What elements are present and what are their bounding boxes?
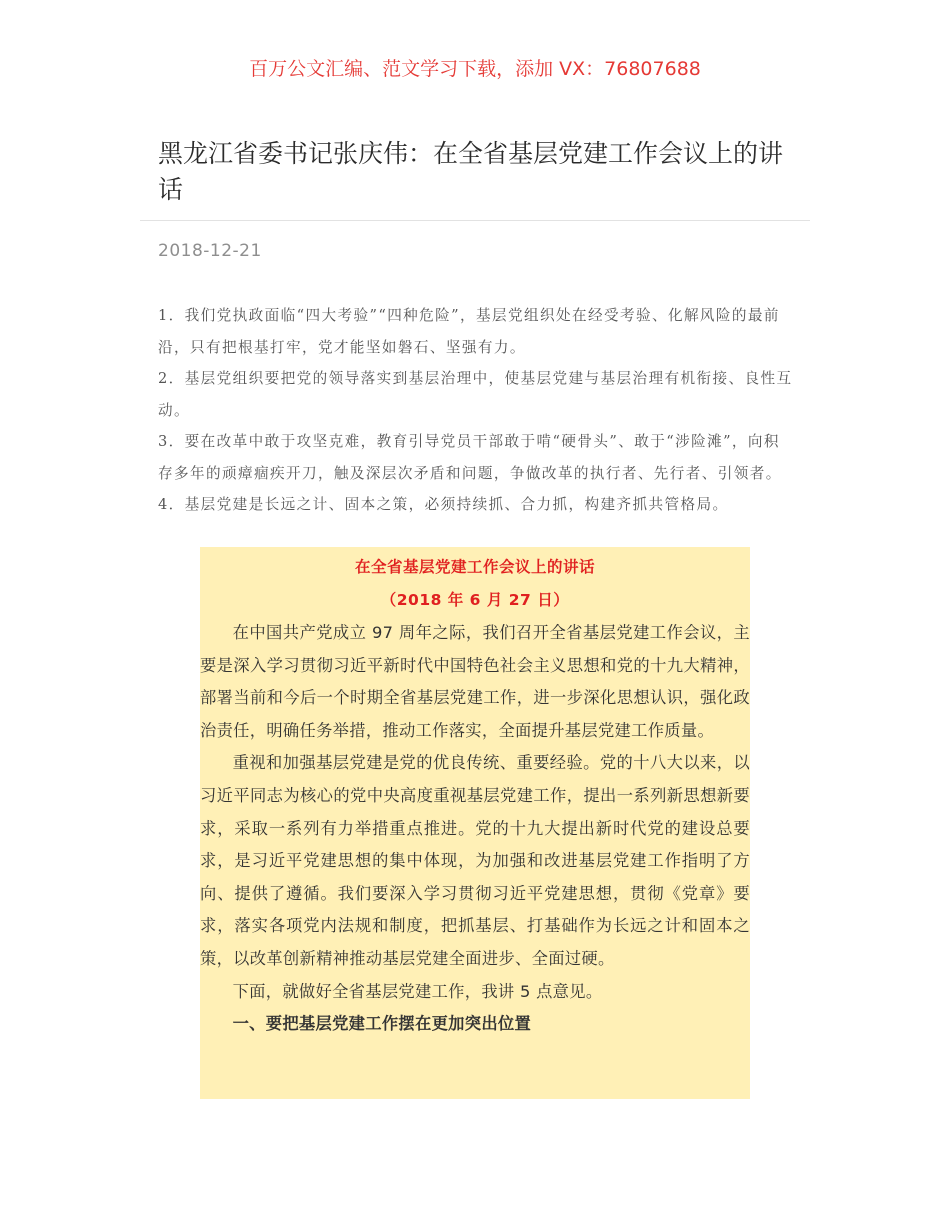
- speech-excerpt-box: [200, 547, 750, 1099]
- summary-point: 3．要在改革中敢于攻坚克难，教育引导党员干部敢于啃“硬骨头”、敢于“涉险滩”，向积存多年的顽瘴痼疾开刀，触及深层次矛盾和问题，争做改革的执行者、先行者、引领者。: [158, 433, 782, 482]
- speech-paragraph: 下面，就做好全省基层党建工作，我讲 5 点意见。: [232, 981, 603, 1001]
- watermark-banner: 百万公文汇编、范文学习下载，添加 VX：76807688: [249, 58, 701, 80]
- speech-date: （2018 年 6 月 27 日）: [380, 591, 570, 609]
- summary-points: [158, 300, 794, 521]
- speech-paragraph: 在中国共产党成立 97 周年之际，我们召开全省基层党建工作会议，主要是深入学习贯彻习近平新时代中国特色社会主义思想和党的十九大精神，部署当前和今后一个时期全省基层党建工作，进一步深化思想认识，强化政治责任，明确任务举措，推动工作落实，全面提升基层党建工作质量。: [200, 623, 750, 740]
- article-title: 黑龙江省委书记张庆伟：在全省基层党建工作会议上的讲话: [158, 139, 784, 204]
- summary-point: 4．基层党建是长远之计、固本之策，必须持续抓、合力抓，构建齐抓共管格局。: [158, 496, 729, 513]
- speech-body: [200, 617, 750, 1041]
- section-heading: 一、要把基层党建工作摆在更加突出位置: [232, 1014, 532, 1034]
- publish-date: 2018-12-21: [158, 241, 262, 261]
- speech-paragraph: 重视和加强基层党建是党的优良传统、重要经验。党的十八大以来，以习近平同志为核心的党中央高度重视基层党建工作，提出一系列新思想新要求，采取一系列有力举措重点推进。党的十九大提出新时代党的建设总要求，是习近平党建思想的集中体现，为加强和改进基层党建工作指明了方向、提供了遵循。我们要深入学习贯彻习近平党建思想，贯彻《党章》要求，落实各项党内法规和制度，把抓基层、打基础作为长远之计和固本之策，以改革创新精神推动基层党建全面进步、全面过硬。: [200, 753, 750, 968]
- summary-point: 1．我们党执政面临“四大考验”“四种危险”，基层党组织处在经受考验、化解风险的最前沿，只有把根基打牢，党才能坚如磐石、坚强有力。: [158, 307, 780, 356]
- title-divider: [140, 220, 810, 221]
- speech-title: 在全省基层党建工作会议上的讲话: [354, 558, 595, 576]
- summary-point: 2．基层党组织要把党的领导落实到基层治理中，使基层党建与基层治理有机衔接、良性互动。: [158, 370, 793, 419]
